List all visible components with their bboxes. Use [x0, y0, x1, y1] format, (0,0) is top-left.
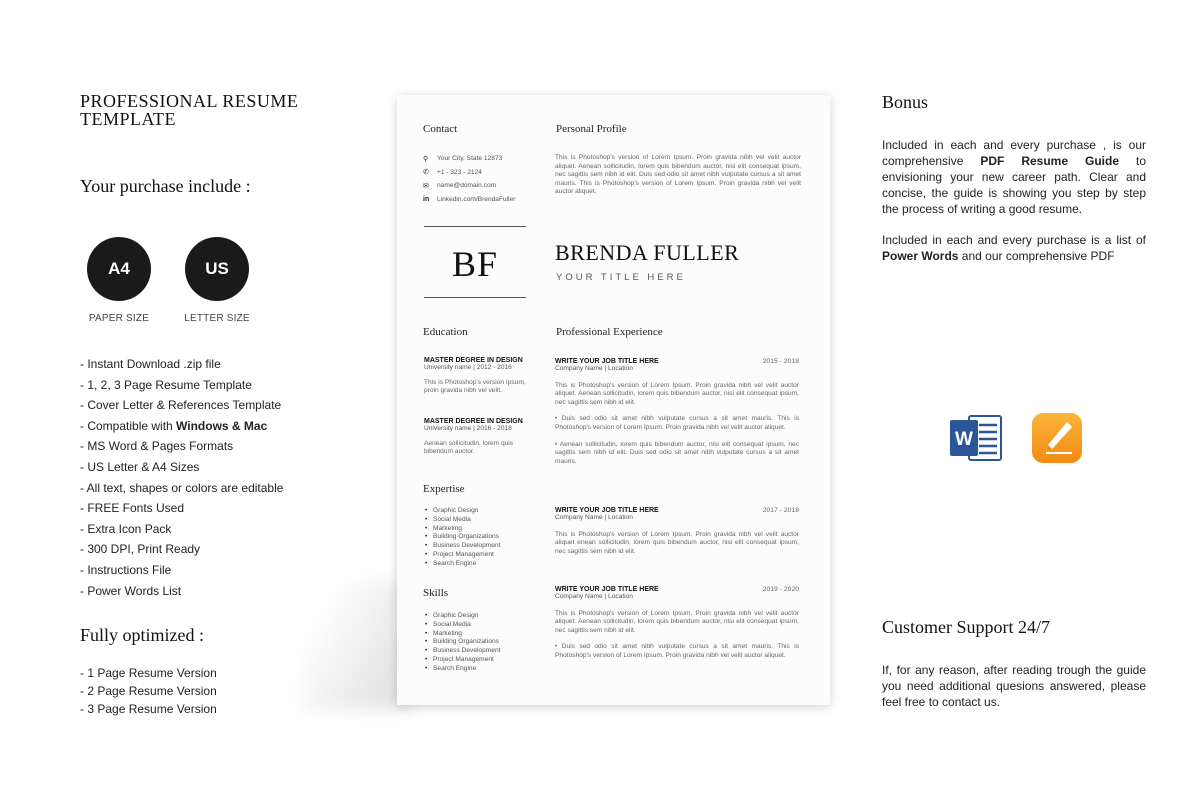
job-paragraph: This is Photoshop's version of Lorem Ipsum. Proin gravida nibh vel velit auctor aliquet. Aenean sollicitudin, lorem quis bibendum auctor, nisi elit consequat ipsum, nec sagittis sem nibh id elit. [555, 381, 799, 406]
job-company: Company Name | Location [555, 593, 633, 600]
skill-item: • Search Engine [425, 665, 500, 674]
a4-caption: PAPER SIZE [88, 313, 150, 324]
skill-item: • Business Development [425, 647, 500, 656]
expertise-item: • Search Engine [425, 560, 500, 569]
bonus-paragraph-2 [882, 232, 1146, 264]
bonus-heading: Bonus [882, 92, 929, 112]
education-entry [424, 357, 536, 396]
job-title: WRITE YOUR JOB TITLE HERE [555, 507, 659, 514]
bonus-p1-bold: PDF Resume Guide [980, 154, 1120, 168]
experience-heading: Professional Experience [556, 326, 663, 338]
job-company: Company Name | Location [555, 365, 633, 372]
monogram: BF [451, 244, 499, 284]
education-desc: This is Photoshop's version Ipsum, proin gravida nibh vel velit. [424, 378, 526, 395]
us-caption: LETTER SIZE [184, 313, 250, 324]
education-heading: Education [423, 326, 468, 338]
location-pin-icon: ⚲ [423, 155, 429, 163]
education-school: University name | 2012 - 2016 [424, 364, 512, 371]
expertise-list [425, 507, 500, 569]
job-entry [555, 358, 799, 466]
education-entry [424, 418, 536, 457]
job-header [555, 358, 799, 365]
phone-icon: ✆ [423, 169, 429, 177]
feature-list [80, 354, 380, 601]
job-company: Company Name | Location [555, 514, 633, 521]
word-letter: W [955, 429, 973, 450]
contact-row [423, 193, 515, 207]
bonus-p1-text-a: Included in each and every purchase , is our comprehensive [882, 138, 1146, 168]
feature-item: - Instant Download .zip file [80, 357, 221, 371]
support-section [882, 617, 1146, 710]
support-heading: Customer Support 24/7 [882, 617, 1051, 637]
contact-address: Your City, State 12873 [437, 155, 503, 163]
bonus-p2-text-b: and our comprehensive PDF [958, 249, 1115, 263]
a4-circle: A4 [87, 237, 151, 301]
contact-row [423, 152, 515, 166]
contact-heading: Contact [423, 123, 458, 135]
feature-compat-text: - Compatible with [80, 418, 177, 433]
feature-item: - 300 DPI, Print Ready [80, 542, 201, 557]
purchase-heading: Your purchase include : [80, 176, 251, 196]
feature-item: - Power Words List [80, 583, 182, 598]
skill-item: • Project Management [425, 656, 500, 665]
skills-list [425, 612, 500, 674]
expertise-item: • Social Media [425, 516, 500, 525]
a4-badge [80, 237, 158, 324]
expertise-item: • Building Organizations [425, 533, 500, 542]
apple-pages-icon [1032, 413, 1082, 463]
job-paragraph: This is Photoshop's version of Lorem Ipsum. Proin gravida nibh vel velit auctor aliquet. Aenean sollicitudin, lorem quis bibendum auctor, nisi elit consequat ipsum, nec sagittis sem nibh id elit. [555, 609, 799, 634]
linkedin-icon: in [423, 196, 430, 204]
job-entry [555, 586, 799, 661]
apple-pages-graphic [1032, 413, 1082, 463]
job-paragraph: • Duis sed odio sit amet nibh vulputate cursus a sit amet mauris. This is Photoshop's version of Lorem Ipsum. Proin gravida nibh vel velit auctor aliquet. [555, 415, 799, 431]
job-dates: 2017 - 2018 [762, 507, 799, 514]
resume-job-title: YOUR TITLE HERE [556, 272, 686, 283]
job-paragraph: This is Photoshop's version of Lorem Ipsum. Proin gravida nibh vel velit auctor aliquet enean sollicitudin, lorem quis bibendum auctor, nisi elit consequat ipsum, nec sagittis sem nibh id elit. [555, 530, 799, 555]
expertise-item: • Project Management [425, 551, 500, 560]
bonus-p2-text-a: Included in each and every purchase is a list of [882, 233, 1146, 247]
profile-heading: Personal Profile [556, 123, 627, 135]
skill-item: • Building Organizations [425, 638, 500, 647]
feature-item: - All text, shapes or colors are editable [80, 480, 284, 495]
job-header [555, 507, 799, 514]
resume-preview-sheet [397, 95, 830, 705]
support-text: If, for any reason, after reading trough the guide you need additional quesions answered, please feel free to contact us. [882, 663, 1146, 709]
feature-item: - FREE Fonts Used [80, 501, 185, 516]
feature-compat-bold: Windows & Mac [176, 418, 268, 433]
right-column [882, 92, 1146, 264]
job-paragraph: • Duis sed odio sit amet nibh vulputate cursus a sit amet mauris. This is Photoshop's version of Lorem Ipsum. Proin gravida nibh vel velit auctor aliquet. [555, 643, 799, 659]
contact-linkedin: Linkedin.com/BrendaFuller [437, 196, 516, 204]
bonus-paragraph-1 [882, 137, 1146, 217]
us-badge [178, 237, 256, 324]
skill-item: • Graphic Design [425, 612, 500, 621]
job-title: WRITE YOUR JOB TITLE HERE [555, 586, 659, 593]
contact-row [423, 179, 515, 193]
microsoft-word-graphic [949, 413, 1003, 463]
optimized-item: - 2 Page Resume Version [80, 684, 217, 699]
bonus-p1-text-b: to envisioning your new career path. Clear and concise, the guide is showing you step by step the process of writing a good resume. [882, 154, 1147, 216]
bonus-p2-bold: Power Words [882, 249, 959, 263]
education-school: University name | 2016 - 2018 [424, 425, 512, 432]
education-degree: MASTER DEGREE IN DESIGN [424, 418, 523, 425]
job-entry [555, 507, 799, 556]
education-desc: Aenean sollicitudin, lorem quis bibendum auctor. [424, 439, 514, 456]
education-degree: MASTER DEGREE IN DESIGN [424, 357, 523, 364]
feature-item: - Cover Letter & References Template [80, 398, 282, 413]
sheet-shadow [300, 580, 410, 710]
product-title: PROFESSIONAL RESUME TEMPLATE [80, 91, 299, 129]
feature-item: - Extra Icon Pack [80, 521, 172, 536]
feature-item: - MS Word & Pages Formats [80, 439, 234, 454]
profile-text: This is Photoshop's version of Lorem Ipsum. Proin gravida nibh vel velit auctor aliquet. Aenean sollicitudin, lorem quis bibendum auctor, nisi elit consequat ipsum, nec sagittis sem nibh id elit. Duis sed odio sit amet nibh vulputate cursus a sit amet mauris. This is Photoshop's version of Lorem Ipsum. Proin gravida nibh vel velit auctor aliquet. [555, 154, 801, 196]
skills-heading: Skills [423, 587, 449, 599]
expertise-item: • Graphic Design [425, 507, 500, 516]
job-header [555, 586, 799, 593]
job-paragraph: • Aenean sollicitudin, lorem quis bibendum auctor, nisi elit consequat ipsum, nec sagittis sem nibh id elit. Duis sed odio sit amet nibh vulputate cursus a sit amet mauris. [555, 440, 799, 465]
contact-phone: +1 - 323 - 2124 [437, 168, 482, 176]
microsoft-word-icon [949, 413, 1003, 463]
optimized-item: - 3 Page Resume Version [80, 702, 217, 717]
monogram-rule-top [424, 226, 526, 227]
expertise-heading: Expertise [423, 483, 465, 495]
size-badges [80, 237, 380, 324]
feature-item: - Instructions File [80, 562, 172, 577]
job-dates: 2015 - 2018 [762, 358, 799, 365]
us-circle: US [185, 237, 249, 301]
optimized-item: - 1 Page Resume Version [80, 666, 217, 681]
job-dates: 2019 - 2020 [762, 586, 799, 593]
monogram-rule-bottom [424, 297, 526, 298]
feature-item: - US Letter & A4 Sizes [80, 459, 200, 474]
skill-item: • Social Media [425, 621, 500, 630]
feature-item-compat [80, 416, 380, 437]
resume-name: BRENDA FULLER [555, 240, 740, 265]
envelope-icon: ✉ [423, 182, 429, 190]
optimized-heading: Fully optimized : [80, 625, 204, 646]
expertise-item: • Marketing [425, 525, 500, 534]
contact-row [423, 166, 515, 180]
skill-item: • Marketing [425, 630, 500, 639]
feature-item: - 1, 2, 3 Page Resume Template [80, 377, 252, 392]
job-title: WRITE YOUR JOB TITLE HERE [555, 358, 659, 365]
contact-email: name@domain.com [437, 182, 497, 190]
contact-list [423, 152, 515, 206]
expertise-item: • Business Development [425, 542, 500, 551]
